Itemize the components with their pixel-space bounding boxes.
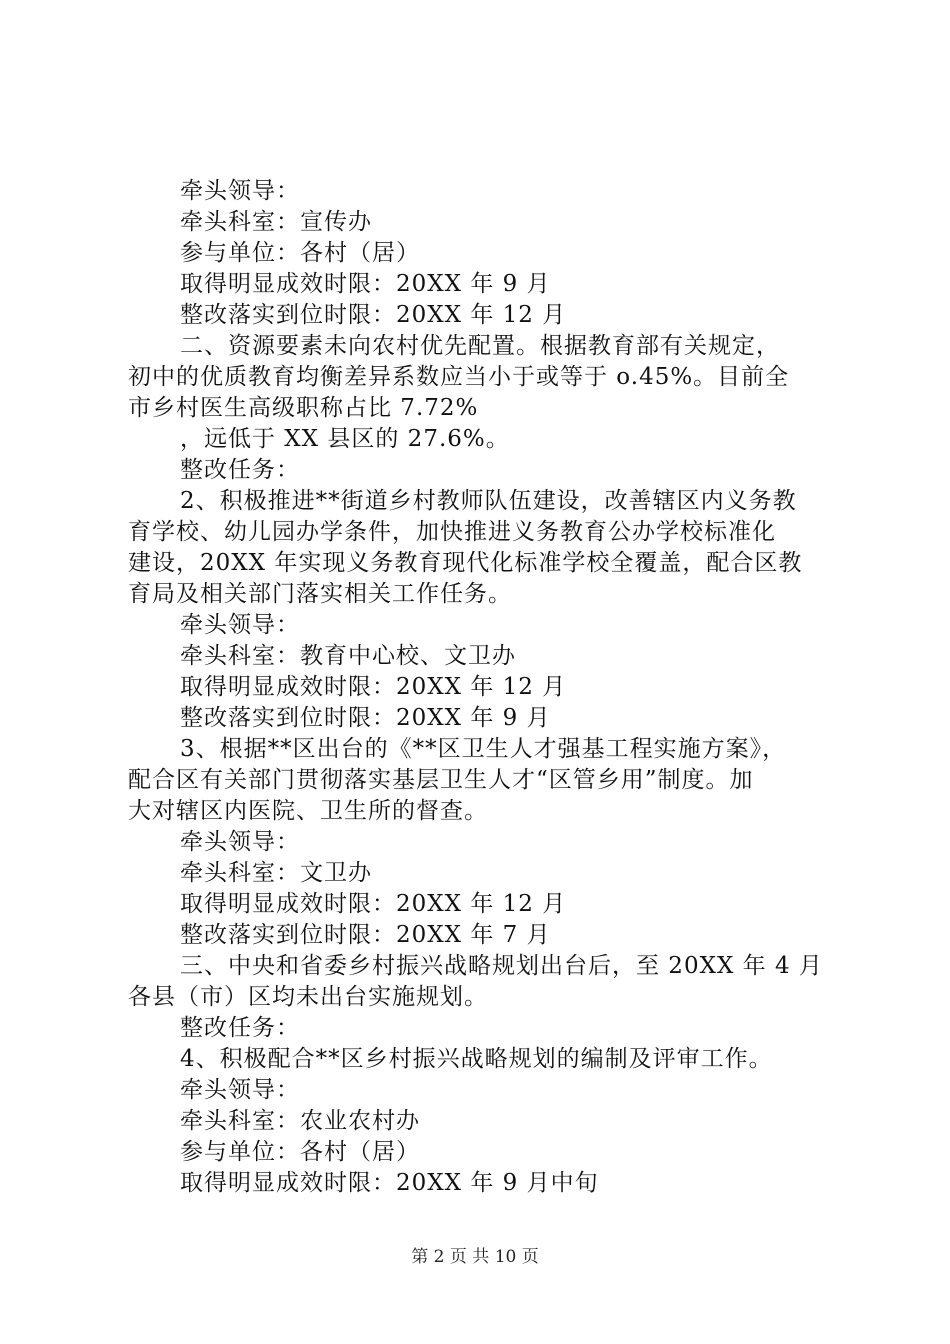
text-line: 育局及相关部门落实相关工作任务。 — [128, 581, 512, 607]
text-line: 整改任务： — [180, 457, 300, 483]
text-line: 取得明显成效时限：20XX 年 9 月中旬 — [180, 1170, 599, 1196]
text-line: 市乡村医生高级职称占比 7.72% — [128, 395, 479, 421]
text-line: 2、积极推进**街道乡村教师队伍建设，改善辖区内义务教 — [180, 488, 797, 514]
text-line: ，远低于 XX 县区的 27.6%。 — [180, 426, 510, 452]
text-line: 牵头科室：农业农村办 — [180, 1108, 420, 1134]
text-line: 取得明显成效时限：20XX 年 9 月 — [180, 271, 551, 297]
text-line: 大对辖区内医院、卫生所的督查。 — [128, 798, 488, 824]
text-line: 整改落实到位时限：20XX 年 9 月 — [180, 705, 551, 731]
text-line: 取得明显成效时限：20XX 年 12 月 — [180, 674, 567, 700]
text-line: 3、根据**区出台的《**区卫生人才强基工程实施方案》， — [180, 736, 787, 762]
text-line: 牵头科室：文卫办 — [180, 860, 372, 886]
text-line: 取得明显成效时限：20XX 年 12 月 — [180, 891, 567, 917]
text-line: 牵头科室：宣传办 — [180, 209, 372, 235]
text-line: 育学校、幼儿园办学条件，加快推进义务教育公办学校标准化 — [128, 519, 776, 545]
text-line: 各县（市）区均未出台实施规划。 — [128, 984, 488, 1010]
text-line: 参与单位：各村（居） — [180, 1139, 420, 1165]
document-body — [128, 176, 840, 1199]
text-line: 牵头领导： — [180, 178, 300, 204]
text-line: 二、资源要素未向农村优先配置。根据教育部有关规定， — [180, 333, 780, 359]
text-line: 配合区有关部门贯彻落实基层卫生人才“区管乡用”制度。加 — [128, 767, 754, 793]
text-line: 牵头领导： — [180, 1077, 300, 1103]
text-line: 参与单位：各村（居） — [180, 240, 420, 266]
text-line: 整改落实到位时限：20XX 年 7 月 — [180, 922, 551, 948]
page-footer: 第 2 页 共 10 页 — [411, 1247, 539, 1267]
text-line: 建设，20XX 年实现义务教育现代化标准学校全覆盖，配合区教 — [128, 550, 803, 576]
text-line: 整改任务： — [180, 1015, 300, 1041]
text-line: 初中的优质教育均衡差异系数应当小于或等于 o.45%。目前全 — [128, 364, 790, 390]
text-line: 牵头领导： — [180, 612, 300, 638]
text-line: 整改落实到位时限：20XX 年 12 月 — [180, 302, 567, 328]
text-line: 牵头领导： — [180, 829, 300, 855]
text-line: 4、积极配合**区乡村振兴战略规划的编制及评审工作。 — [180, 1046, 773, 1072]
text-line: 三、中央和省委乡村振兴战略规划出台后，至 20XX 年 4 月 — [180, 953, 823, 979]
text-line: 牵头科室：教育中心校、文卫办 — [180, 643, 516, 669]
